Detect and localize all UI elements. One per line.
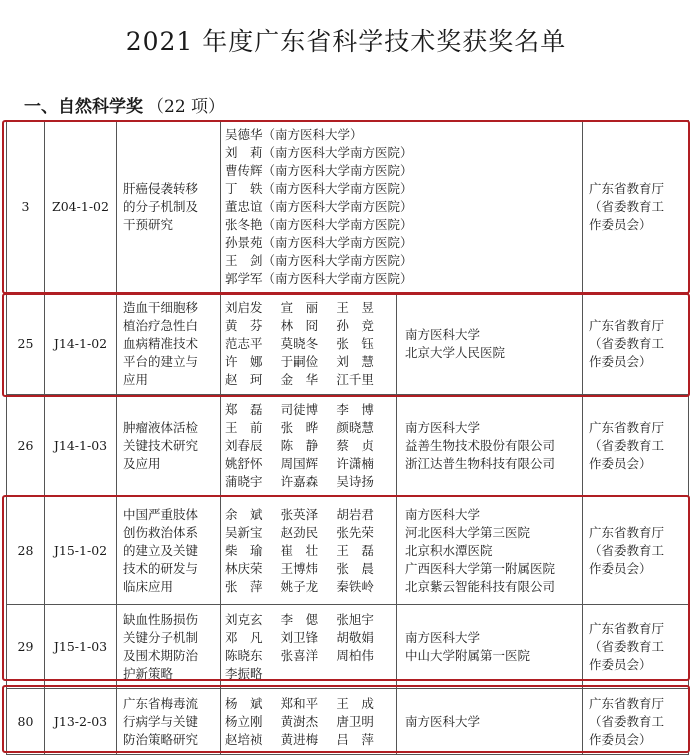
person-name: 刘卫锋 (280, 629, 319, 645)
person-name: 莫晓冬 (280, 335, 319, 351)
person-name: 于嗣俭 (280, 353, 319, 369)
person-name: 陈晓东 (225, 647, 263, 663)
title-line: 造血干细胞移 (123, 299, 199, 315)
person-name: 刘克玄 (225, 611, 263, 627)
title-line: 临床应用 (123, 578, 174, 594)
title-line: 创伤救治体系 (123, 524, 199, 540)
title-line: 关键技术研究 (123, 437, 199, 453)
recommender-line: 广东省教育厅 (589, 524, 665, 540)
recommender-line: 作委员会） (589, 731, 652, 747)
person-name: 陈 静 (280, 437, 319, 453)
title-line: 防治策略研究 (123, 731, 199, 747)
person-name: 张英泽 (280, 506, 319, 522)
cell-organizations (397, 293, 583, 395)
cell-people (221, 497, 397, 605)
recommender-line: （省委教育工 (589, 198, 665, 214)
cell-seq: 3 (7, 121, 45, 293)
title-line: 关键分子机制 (123, 629, 199, 645)
person-name: 王 成 (336, 695, 374, 711)
cell-recommender (583, 689, 689, 755)
person-name: 柴 瑜 (225, 542, 263, 558)
person-name: 胡岩君 (336, 506, 374, 522)
person-name: 司徒博 (280, 401, 319, 417)
table-row (7, 605, 689, 689)
cell-recommender (583, 395, 689, 497)
cell-code: J13-2-03 (45, 689, 117, 755)
person-line: 丁 轶（南方医科大学南方医院） (225, 180, 413, 196)
title-line: 干预研究 (123, 216, 174, 232)
cell-project-title (117, 689, 221, 755)
recommender-line: 广东省教育厅 (589, 180, 665, 196)
table-row (7, 121, 689, 293)
person-line: 曹传辉（南方医科大学南方医院） (225, 162, 413, 178)
organization-line: 南方医科大学 (405, 629, 481, 645)
cell-code: J14-1-02 (45, 293, 117, 395)
recommender-line: 作委员会） (589, 353, 652, 369)
table-row (7, 293, 689, 395)
person-name: 黄澍杰 (280, 713, 319, 729)
person-name: 秦铁岭 (336, 578, 374, 594)
person-name: 李 博 (336, 401, 374, 417)
person-name: 许 娜 (225, 353, 263, 369)
person-name: 颜晓慧 (336, 419, 374, 435)
title-line: 的分子机制及 (123, 198, 199, 214)
cell-people (221, 395, 397, 497)
cell-seq: 26 (7, 395, 45, 497)
person-name: 范志平 (225, 335, 263, 351)
cell-seq: 29 (7, 605, 45, 689)
title-line: 的建立及关键 (123, 542, 199, 558)
person-name: 王 前 (225, 419, 263, 435)
cell-project-title (117, 293, 221, 395)
person-name: 张 钰 (336, 335, 374, 351)
cell-seq: 28 (7, 497, 45, 605)
person-line: 吴德华（南方医科大学） (225, 126, 363, 142)
person-name: 杨立刚 (225, 713, 263, 729)
cell-people (221, 689, 397, 755)
recommender-line: 作委员会） (589, 455, 652, 471)
cell-organizations (397, 689, 583, 755)
person-name: 吴诗扬 (336, 473, 374, 489)
organization-line: 南方医科大学 (405, 326, 481, 342)
person-line: 孙景苑（南方医科大学南方医院） (225, 234, 413, 250)
organization-line: 中山大学附属第一医院 (405, 647, 531, 663)
organization-line: 南方医科大学 (405, 713, 481, 729)
title-line: 植治疗急性白 (123, 317, 199, 333)
person-name: 刘 慧 (336, 353, 374, 369)
person-line: 张冬艳（南方医科大学南方医院） (225, 216, 413, 232)
organization-line: 南方医科大学 (405, 506, 481, 522)
person-name: 蔡 贞 (336, 437, 374, 453)
person-line: 郭学军（南方医科大学南方医院） (225, 270, 413, 286)
table-row (7, 689, 689, 755)
person-name: 宣 丽 (280, 299, 319, 315)
person-name: 王 昱 (336, 299, 374, 315)
organization-line: 北京大学人民医院 (405, 344, 506, 360)
section-count: （22 项） (147, 97, 226, 117)
recommender-line: （省委教育工 (589, 335, 665, 351)
recommender-line: （省委教育工 (589, 542, 665, 558)
person-name: 周国辉 (280, 455, 319, 471)
person-line: 刘 莉（南方医科大学南方医院） (225, 144, 413, 160)
person-name: 唐卫明 (336, 713, 374, 729)
table-row (7, 497, 689, 605)
person-name: 孙 竞 (336, 317, 374, 333)
recommender-line: （省委教育工 (589, 437, 665, 453)
organization-line: 南方医科大学 (405, 419, 481, 435)
person-name: 许潇楠 (336, 455, 374, 471)
person-name: 郑 磊 (225, 401, 263, 417)
cell-code: J15-1-02 (45, 497, 117, 605)
person-name: 张喜洋 (280, 647, 319, 663)
cell-recommender (583, 121, 689, 293)
cell-recommender (583, 293, 689, 395)
person-name: 刘启发 (225, 299, 263, 315)
person-name: 姚舒怀 (225, 455, 263, 471)
section-heading (24, 92, 225, 117)
person-name: 赵劲民 (280, 524, 319, 540)
cell-organizations (397, 395, 583, 497)
title-line: 肿瘤液体活检 (123, 419, 199, 435)
person-name: 赵培祯 (225, 731, 263, 747)
title-line: 缺血性肠损伤 (123, 611, 199, 627)
person-name: 许嘉森 (280, 473, 319, 489)
person-name: 黄进梅 (280, 731, 319, 747)
recommender-line: 作委员会） (589, 216, 652, 232)
person-name: 姚子龙 (280, 578, 319, 594)
title-line: 应用 (123, 371, 149, 387)
cell-organizations (397, 605, 583, 689)
person-name: 崔 壮 (280, 542, 319, 558)
title-line: 血病精准技术 (123, 335, 199, 351)
title-line: 行病学与关键 (123, 713, 199, 729)
person-name: 林庆荣 (225, 560, 263, 576)
person-name: 张 萍 (225, 578, 263, 594)
person-name: 张先荣 (336, 524, 374, 540)
title-line: 护新策略 (123, 665, 174, 681)
recommender-line: 作委员会） (589, 656, 652, 672)
title-line: 平台的建立与 (123, 353, 199, 369)
person-name: 邓 凡 (225, 629, 263, 645)
title-line: 技术的研发与 (123, 560, 199, 576)
names-grid (225, 401, 392, 491)
person-name: 赵 珂 (225, 371, 263, 387)
recommender-line: 广东省教育厅 (589, 620, 665, 636)
title-line: 广东省梅毒流 (123, 695, 199, 711)
cell-project-title (117, 497, 221, 605)
awards-table (6, 120, 689, 755)
cell-code: J15-1-03 (45, 605, 117, 689)
person-name: 李振略 (225, 665, 263, 681)
person-name: 王博炜 (280, 560, 319, 576)
person-name: 李 偲 (280, 611, 319, 627)
person-name: 王 磊 (336, 542, 374, 558)
person-name: 林 冏 (280, 317, 319, 333)
names-grid (225, 695, 392, 749)
person-name: 蒲晓宇 (225, 473, 263, 489)
cell-project-title (117, 395, 221, 497)
title-line: 肝癌侵袭转移 (123, 180, 199, 196)
person-name: 张 晨 (336, 560, 374, 576)
organization-line: 河北医科大学第三医院 (405, 524, 531, 540)
cell-people (221, 121, 583, 293)
title-line: 及围术期防治 (123, 647, 199, 663)
organization-line: 浙江达普生物科技有限公司 (405, 455, 556, 471)
names-grid (225, 611, 392, 683)
cell-code: J14-1-03 (45, 395, 117, 497)
person-name: 胡敬娟 (336, 629, 374, 645)
person-name: 刘春辰 (225, 437, 263, 453)
recommender-line: 作委员会） (589, 560, 652, 576)
person-line: 董忠谊（南方医科大学南方医院） (225, 198, 413, 214)
person-name: 吴新宝 (225, 524, 263, 540)
person-name: 余 斌 (225, 506, 263, 522)
recommender-line: （省委教育工 (589, 638, 665, 654)
cell-people (221, 293, 397, 395)
cell-seq: 80 (7, 689, 45, 755)
organization-line: 益善生物技术股份有限公司 (405, 437, 556, 453)
person-name: 江千里 (336, 371, 374, 387)
person-name: 黄 芬 (225, 317, 263, 333)
cell-seq: 25 (7, 293, 45, 395)
organization-line: 北京积水潭医院 (405, 542, 493, 558)
recommender-line: 广东省教育厅 (589, 317, 665, 333)
cell-code: Z04-1-02 (45, 121, 117, 293)
title-line: 中国严重肢体 (123, 506, 199, 522)
person-name: 张旭宇 (336, 611, 374, 627)
table-row (7, 395, 689, 497)
recommender-line: （省委教育工 (589, 713, 665, 729)
organization-line: 广西医科大学第一附属医院 (405, 560, 556, 576)
person-name: 郑和平 (280, 695, 319, 711)
person-name: 张 晔 (280, 419, 319, 435)
names-grid (225, 299, 392, 389)
person-name: 杨 斌 (225, 695, 263, 711)
section-label: 一、自然科学奖 (24, 97, 143, 117)
cell-people (221, 605, 397, 689)
cell-organizations (397, 497, 583, 605)
person-name: 金 华 (280, 371, 319, 387)
cell-project-title (117, 605, 221, 689)
recommender-line: 广东省教育厅 (589, 419, 665, 435)
person-name: 吕 萍 (336, 731, 374, 747)
names-grid (225, 506, 392, 596)
cell-recommender (583, 497, 689, 605)
cell-recommender (583, 605, 689, 689)
cell-project-title (117, 121, 221, 293)
person-name: 周柏伟 (336, 647, 374, 663)
person-line: 王 剑（南方医科大学南方医院） (225, 252, 413, 268)
page-title: 2021 年度广东省科学技术奖获奖名单 (125, 27, 567, 56)
title-line: 及应用 (123, 455, 161, 471)
recommender-line: 广东省教育厅 (589, 695, 665, 711)
organization-line: 北京紫云智能科技有限公司 (405, 578, 556, 594)
